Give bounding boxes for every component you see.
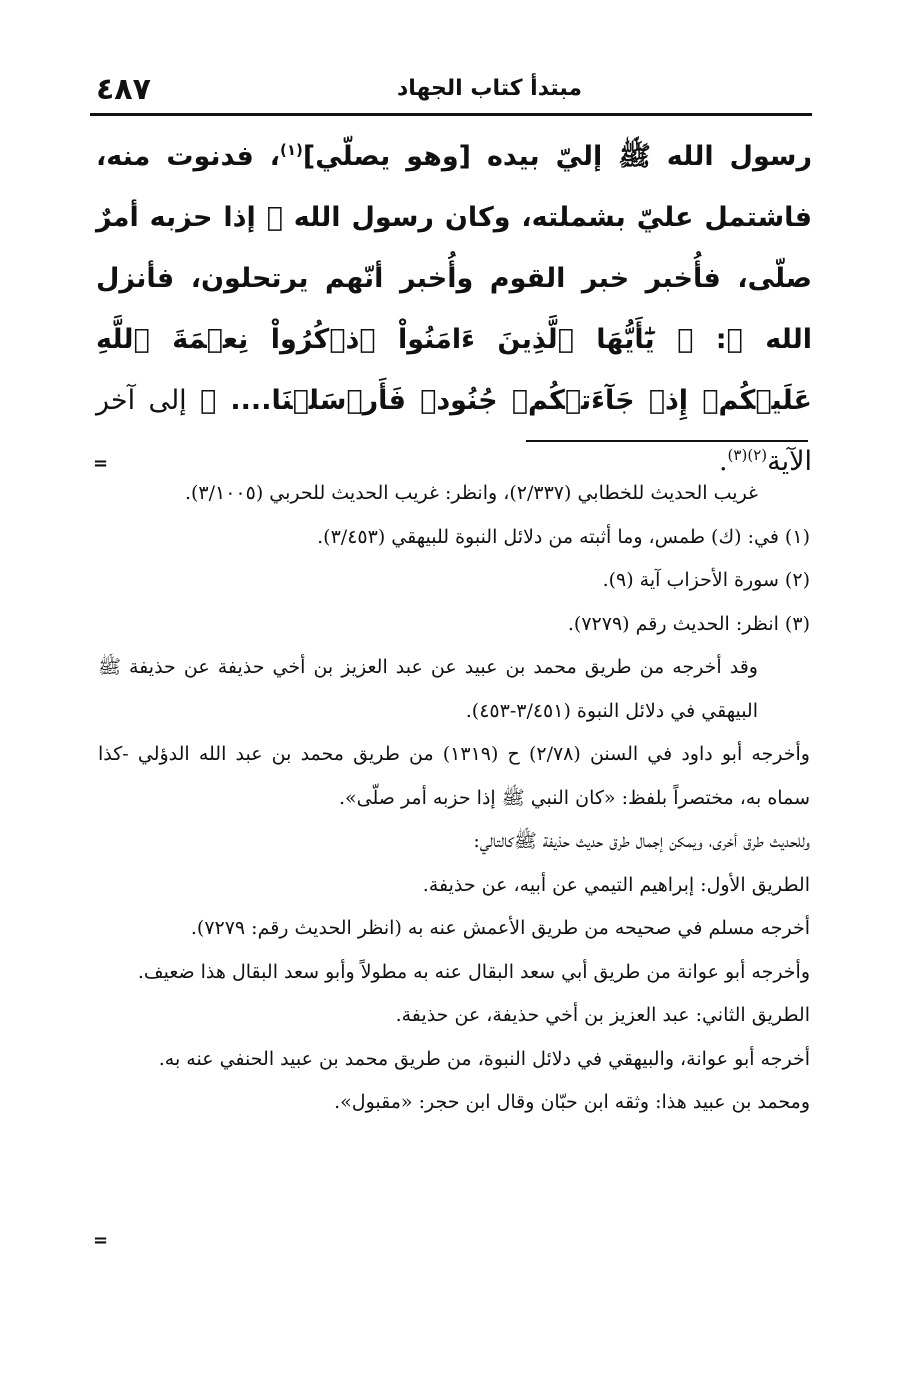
footnote-paragraph-3: وللحديث طرق أخرى، ويمكن إجمال طرق حديث حذيفة ﷺكالتالي: bbox=[473, 830, 810, 852]
main-text-end: . bbox=[718, 446, 728, 477]
footnote-2: (٢) سورة الأحزاب آية (٩). bbox=[602, 569, 810, 591]
main-text-part-3: إلى آخر الآية bbox=[96, 385, 812, 477]
chapter-title: مبتدأ كتاب الجهاد bbox=[396, 76, 582, 101]
footnote-3: (٣) انظر: الحديث رقم (٧٢٧٩). bbox=[567, 612, 810, 635]
continuation-mark-top: = bbox=[93, 453, 109, 474]
footnote-paragraph-1: وقد أخرجه من طريق محمد بن عبيد عن عبد العزيز بن أخي حذيفة عن حذيفة ﷺ البيهقي في دلائل النبوة (٣/٤٥١-٤٥٣). bbox=[98, 656, 758, 722]
footnote-paragraph-8: أخرجه أبو عوانة، والبيهقي في دلائل النبوة، من طريق محمد بن عبيد الحنفي عنه به. bbox=[158, 1047, 810, 1070]
footnote-divider bbox=[526, 440, 808, 442]
footnote-carry-over: غريب الحديث للخطابي (٢/٣٣٧)، وانظر: غريب الحديث للحربي (٣/١٠٠٥). bbox=[184, 482, 758, 504]
running-header bbox=[90, 70, 812, 116]
footnote-ref-2-3: (٢)(٣) bbox=[727, 446, 768, 464]
continuation-mark-bottom: = bbox=[93, 1230, 109, 1251]
footnote-paragraph-7: الطريق الثاني: عبد العزيز بن أخي حذيفة، عن حذيفة. bbox=[395, 1004, 810, 1026]
footnote-paragraph-4: الطريق الأول: إبراهيم التيمي عن أبيه، عن حذيفة. bbox=[422, 873, 810, 896]
page-number: ٤٨٧ bbox=[96, 72, 151, 107]
footnote-paragraph-5: أخرجه مسلم في صحيحه من طريق الأعمش عنه به (انظر الحديث رقم: ٧٢٧٩). bbox=[190, 917, 810, 939]
main-text-part-2: ، فدنوت منه، فاشتمل عليّ بشملته، وكان رسول الله ﷺ إذا حزبه أمرٌ صلّى، فأُخبر خبر القوم وأُخبر أنّهم يرتحلون، فأنزل الله ﷻ: ﴿ يَٰٓأَيُّهَا ٱلَّذِينَ ءَامَنُواْ ٱذۡكُرُواْ نِعۡمَةَ ٱللَّهِ عَلَيۡكُمۡ إِذۡ جَآءَتۡكُمۡ جُنُودٞ فَأَرۡسَلۡنَا.... ﴾ bbox=[96, 141, 813, 416]
header-divider bbox=[90, 113, 812, 116]
footnote-paragraph-2: وأخرجه أبو داود في السنن (٢/٧٨) ح (١٣١٩) من طريق محمد بن عبد الله الدؤلي -كذا سماه به، مختصراً بلفظ: «كان النبي ﷺ إذا حزبه أمر صلّى». bbox=[98, 743, 810, 809]
footnote-paragraph-6: وأخرجه أبو عوانة من طريق أبي سعد البقال عنه به مطولاً وأبو سعد البقال هذا ضعيف. bbox=[137, 960, 810, 983]
main-text-part-1: رسول الله ﷺ إليّ بيده [وهو يصلّي] bbox=[302, 141, 812, 172]
main-text bbox=[96, 126, 812, 492]
footnote-paragraph-9: ومحمد بن عبيد هذا: وثقه ابن حبّان وقال ابن حجر: «مقبول». bbox=[334, 1091, 810, 1113]
footnote-1: (١) في: (ك) طمس، وما أثبته من دلائل النبوة للبيهقي (٣/٤٥٣). bbox=[317, 525, 810, 548]
footnote-ref-1: (١) bbox=[280, 141, 303, 159]
footnotes-section bbox=[98, 472, 810, 1125]
main-paragraph bbox=[96, 126, 812, 492]
